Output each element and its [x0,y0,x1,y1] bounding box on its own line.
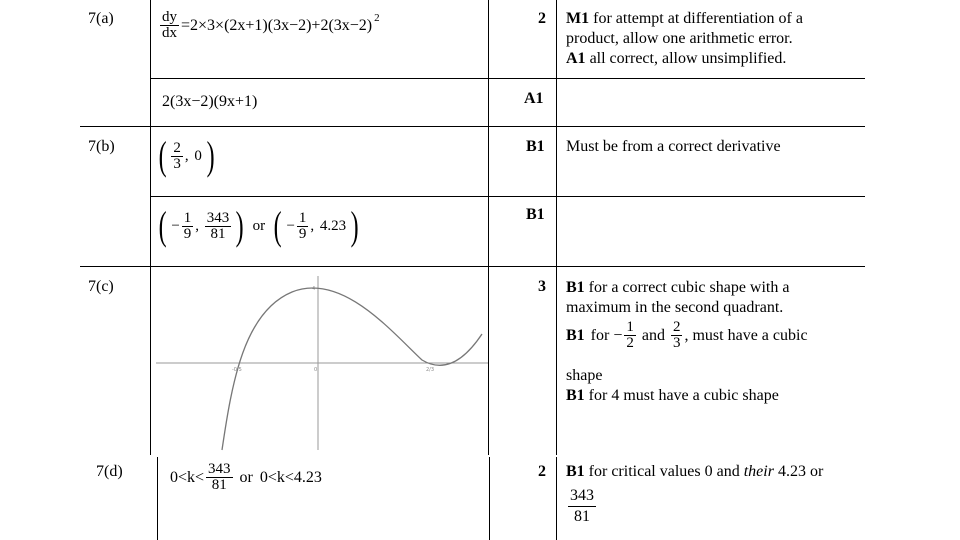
notes-7a-line3 [566,50,786,68]
point1-x-num: 2 [173,139,181,156]
notes-7a-line1-text: for attempt at differentiation of a [589,10,803,27]
answer-7a-simplified: 2(3x−2)(9x+1) [162,93,258,110]
notes-7a-line2: product, allow one arithmetic error. [566,30,793,47]
notes-7c-frac2-num: 2 [672,319,681,335]
notes-7d-num: 343 [568,486,596,507]
tick-left-label: -0.5 [232,367,242,373]
point3-comma: , [310,217,318,234]
point2-x-fraction [182,211,194,242]
notes-7d-pre: for critical values 0 and [584,463,744,480]
answer-7d-num: 343 [208,461,231,477]
notes-7a-m1: M1 [566,10,590,27]
notes-7d-frac [568,486,596,527]
marks-7b-second: B1 [526,206,545,223]
point2-comma: , [195,217,203,234]
notes-7c-b1-a: B1 [566,279,585,296]
answer-7b-point1 [156,133,217,178]
notes-7c-frac2-den: 3 [672,335,681,351]
or-text: or [252,217,266,234]
notes-7c-b1-b: B1 [566,326,585,344]
notes-7c-line1 [566,279,789,297]
notes-7d-their: their [743,463,774,480]
dy-dx-fraction [160,10,179,41]
paren-close: ) [235,203,244,248]
answer-7d-fraction [206,462,233,493]
point2-x-num: 1 [183,209,192,226]
notes-7c-frac1-num: 1 [626,319,634,335]
notes-7d-b1: B1 [566,463,585,480]
answer-7b-point2 [156,203,362,248]
answer-7d-alt: 0<k<4.23 [259,468,322,486]
point2-x-den: 9 [183,225,192,242]
notes-7c-line3 [566,320,808,351]
notes-7c-line2: maximum in the second quadrant. [566,299,784,316]
marks-7b: B1 [526,138,545,155]
notes-7d-den: 81 [574,508,590,525]
paren-open: ( [158,133,167,178]
grid-hline-ab [80,126,865,127]
question-label-7a: 7(a) [88,10,114,27]
point3-x-fraction [297,211,309,242]
grid-vline-d-mid [489,457,490,540]
paren-close: ) [206,133,215,178]
minus-sign-2: − [286,217,295,234]
derivative-expression: =2×3×(2x+1)(3x−2)+2(3x−2) [181,16,373,34]
point2-y-num: 343 [206,209,230,226]
notes-7c-frac1 [624,320,636,351]
paren-close-2: ) [350,203,359,248]
notes-7c-rest: , must have a cubic [684,326,808,344]
notes-7d-fraction [568,486,596,527]
cubic-graph [152,272,492,452]
point1-x-fraction [171,141,183,172]
grid-vline-right [556,0,557,455]
point3-x-num: 1 [298,209,307,226]
notes-7c-for: for − [586,326,623,344]
notes-7a-a1: A1 [566,50,586,67]
notes-7c-line4: shape [566,367,603,384]
point3-x-den: 9 [298,225,307,242]
answer-7d-inequality: 0<k< [170,468,205,486]
marks-7d: 2 [538,463,546,480]
tick-right-label: 2/3 [426,367,435,373]
grid-hline-b-inner [150,196,865,197]
grid-hline-bc [80,266,865,267]
point2-y-den: 81 [210,225,226,242]
notes-7d-line1 [566,463,823,481]
y-intercept-label: 4 [312,286,316,292]
dy-text: dy [162,9,177,25]
dx-text: dx [162,25,177,41]
answer-7d-den: 81 [211,477,227,493]
grid-vline-left [150,0,151,455]
grid-vline-d-left [157,457,158,540]
notes-7b: Must be from a correct derivative [566,138,781,155]
answer-7a-derivative [160,10,380,41]
marks-7a: 2 [538,10,546,27]
cubic-curve [222,288,482,450]
question-label-7d: 7(d) [96,463,123,480]
notes-7c-line1-text: for a correct cubic shape with a [584,279,790,296]
answer-7d [170,462,322,493]
notes-7a-line3-text: all correct, allow unsimplified. [585,50,787,67]
notes-7c-line5 [566,387,779,405]
grid-vline-d-right [556,457,557,540]
question-label-7c: 7(c) [88,278,114,295]
notes-7a-line1 [566,10,803,28]
tick-origin-label: 0 [314,367,318,373]
point2-y-fraction [205,211,232,242]
point3-y: 4.23 [319,217,347,234]
notes-7c-and: and [637,326,669,344]
marks-7a-second: A1 [524,90,544,107]
point1-x-den: 3 [173,155,181,172]
notes-7d-post: 4.23 or [773,463,824,480]
minus-sign: − [171,217,180,234]
notes-7c-frac2 [671,320,683,351]
notes-7c-b1-c: B1 [566,387,585,404]
question-label-7b: 7(b) [88,138,115,155]
answer-7d-or: or [239,468,253,486]
point1-y: 0 [194,147,202,164]
point1-comma: , [184,147,193,164]
paren-open-2: ( [273,203,282,248]
grid-hline-a-inner [150,78,865,79]
notes-7c-line5-text: for 4 must have a cubic shape [584,387,779,404]
notes-7c-frac1-den: 2 [626,335,634,351]
paren-open: ( [158,203,167,248]
expression-exponent: 2 [374,11,380,24]
marks-7c: 3 [538,278,546,295]
